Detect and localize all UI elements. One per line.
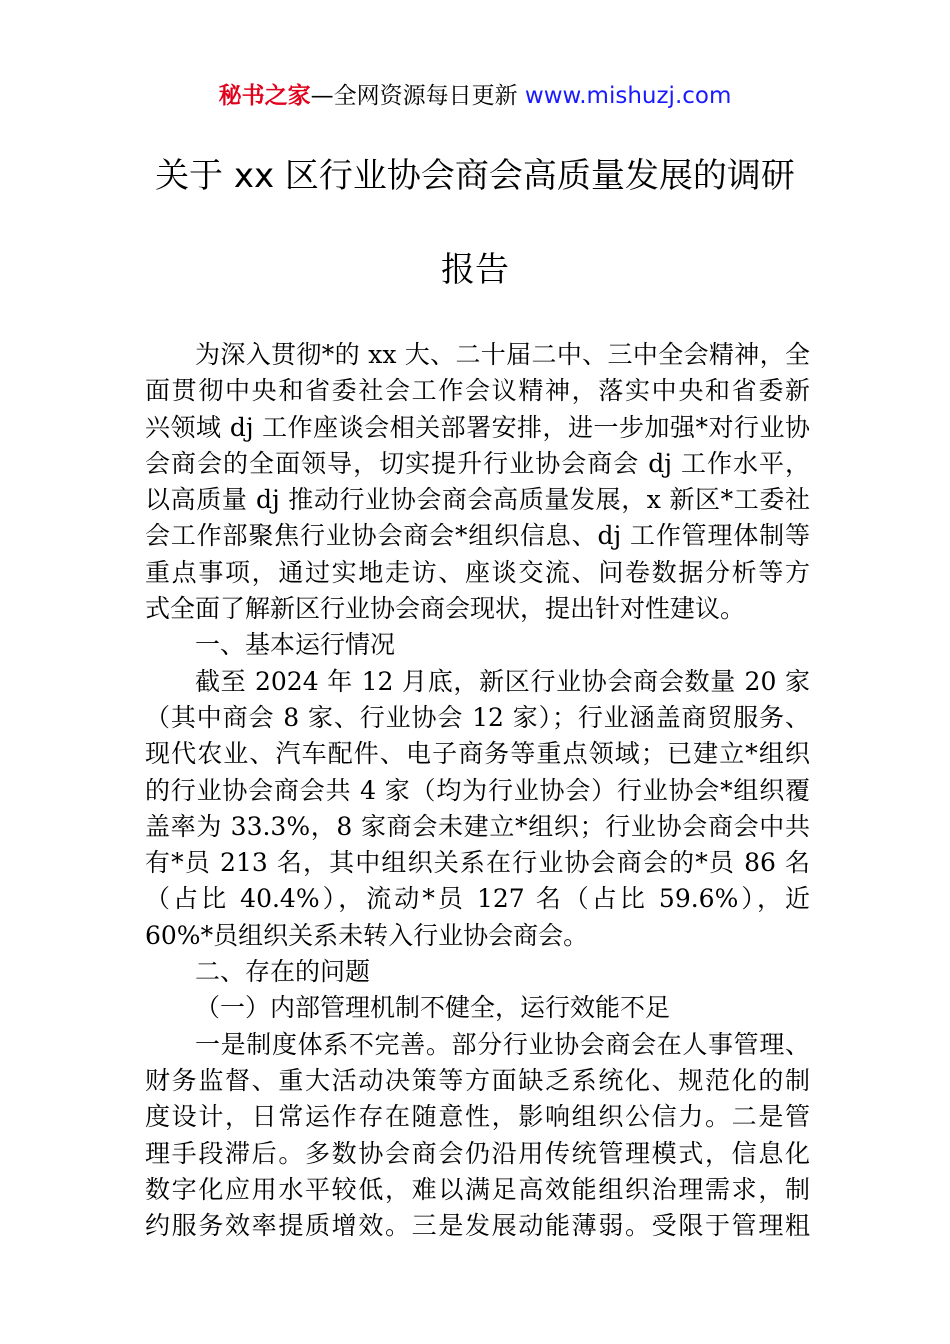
paragraph-line: 会工作部聚焦行业协会商会*组织信息、dj 工作管理体制等 [145,521,810,551]
paragraph-line: 现代农业、汽车配件、电子商务等重点领域；已建立*组织 [145,739,810,769]
paragraph-line: 面贯彻中央和省委社会工作会议精神，落实中央和省委新 [145,376,810,406]
section-heading: 二、存在的问题 [195,957,371,987]
paragraph-line: 盖率为 33.3%，8 家商会未建立*组织；行业协会商会中共 [145,811,810,841]
paragraph-line: 截至 2024 年 12 月底，新区行业协会商会数量 20 家 [195,666,810,696]
paragraph-line: 数字化应用水平较低，难以满足高效能组织治理需求，制 [145,1174,810,1204]
paragraph-line: 有*员 213 名，其中组织关系在行业协会商会的*员 86 名 [145,848,810,878]
paragraph-line: 约服务效率提质增效。三是发展动能薄弱。受限于管理粗 [145,1211,810,1241]
paragraph-line: 财务监督、重大活动决策等方面缺乏系统化、规范化的制 [145,1065,810,1095]
site-brand: 秘书之家 [218,83,311,109]
paragraph-line: （其中商会 8 家、行业协会 12 家）；行业涵盖商贸服务、 [145,702,810,732]
site-header [0,80,950,112]
paragraph-line: 一是制度体系不完善。部分行业协会商会在人事管理、 [195,1029,810,1059]
paragraph-line: 的行业协会商会共 4 家（均为行业协会）行业协会*组织覆 [145,775,810,805]
site-tagline: —全网资源每日更新 [310,83,525,109]
paragraph-line: （占比 40.4%），流动*员 127 名（占比 59.6%），近 [145,884,810,914]
document-body [145,337,810,1244]
subsection-heading: （一）内部管理机制不健全，运行效能不足 [195,993,671,1023]
paragraph-line: 度设计，日常运作存在随意性，影响组织公信力。二是管 [145,1102,810,1132]
section-heading: 一、基本运行情况 [195,630,396,660]
paragraph-line: 式全面了解新区行业协会商会现状，提出针对性建议。 [145,594,746,624]
paragraph-line: 会商会的全面领导，切实提升行业协会商会 dj 工作水平， [145,448,810,478]
document-title-line-2: 报告 [441,250,509,290]
site-url-link[interactable]: www.mishuzj.com [524,83,732,109]
paragraph-line: 重点事项，通过实地走访、座谈交流、问卷数据分析等方 [145,557,810,587]
paragraph-line: 60%*员组织关系未转入行业协会商会。 [145,920,589,950]
paragraph-line: 兴领域 dj 工作座谈会相关部署安排，进一步加强*对行业协 [145,412,810,442]
paragraph-line: 以高质量 dj 推动行业协会商会高质量发展，x 新区*工委社 [145,485,810,515]
paragraph-line: 理手段滞后。多数协会商会仍沿用传统管理模式，信息化 [145,1138,810,1168]
paragraph-line: 为深入贯彻*的 xx 大、二十届二中、三中全会精神，全 [195,340,810,369]
document-title-line-1: 关于 xx 区行业协会商会高质量发展的调研 [155,156,795,196]
